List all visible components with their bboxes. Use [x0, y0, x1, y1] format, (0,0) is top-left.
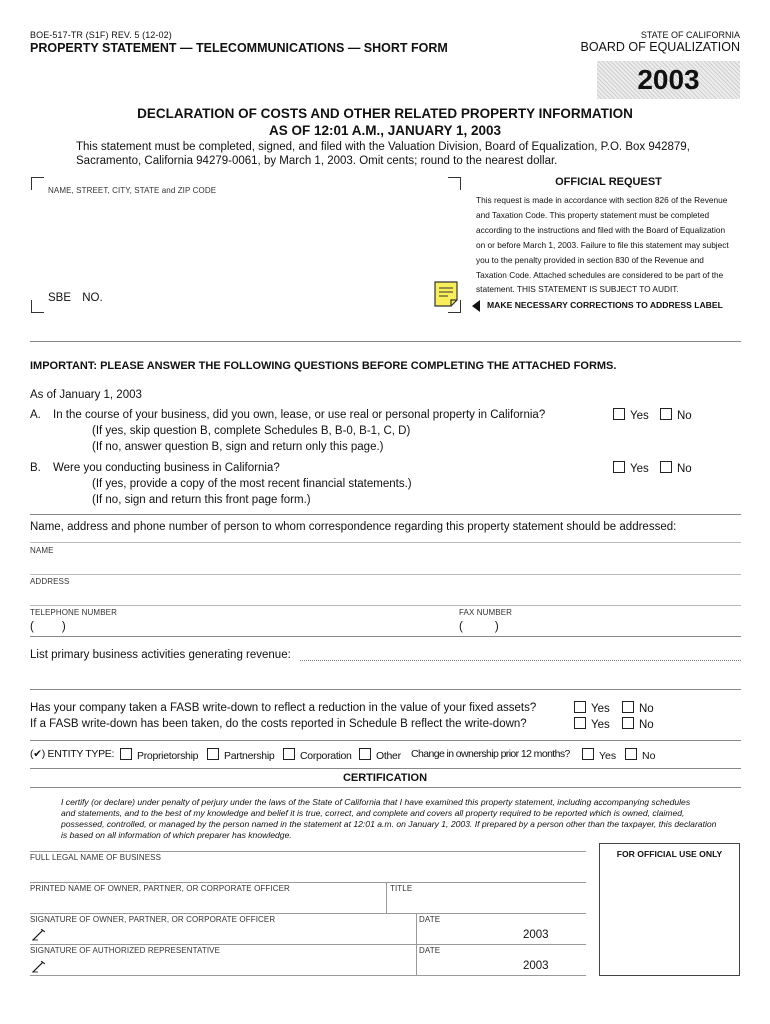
yes-label: Yes: [591, 703, 610, 715]
legal-name-label: FULL LEGAL NAME OF BUSINESS: [30, 853, 162, 862]
correspondence-heading: Name, address and phone number of person to whom correspondence regarding this property statement should be addressed:: [30, 521, 677, 533]
checkbox[interactable]: [625, 748, 637, 760]
arrow-left-icon: [471, 299, 481, 317]
paren-close: ): [61, 621, 66, 633]
checkbox[interactable]: [207, 748, 219, 760]
address-box-corner-tl: [31, 177, 44, 190]
question-b-no[interactable]: [660, 461, 692, 475]
title-field[interactable]: [390, 895, 580, 913]
fasb-2-no[interactable]: [622, 717, 654, 731]
question-a-yes[interactable]: [613, 408, 649, 422]
address-label: ADDRESS: [30, 577, 70, 586]
official-request-line: and Taxation Code. This property statement must be completed: [476, 209, 710, 220]
certification-line: possessed, controlled, or managed by the person named in the statement at 12:01 a.m. on January 1, 2003. If prepared by a person other than the taxpayer, this declaration: [61, 819, 717, 829]
no-label: No: [639, 703, 654, 715]
title-label: TITLE: [390, 884, 413, 893]
activities-label: List primary business activities generating revenue:: [30, 649, 291, 661]
important-notice: IMPORTANT: PLEASE ANSWER THE FOLLOWING QUESTIONS BEFORE COMPLETING THE ATTACHED FORMS.: [30, 360, 617, 372]
form-id: BOE-517-TR (S1F) REV. 5 (12-02): [30, 30, 172, 40]
checkbox[interactable]: [574, 717, 586, 729]
checkbox[interactable]: [660, 408, 672, 420]
name-label: NAME: [30, 546, 54, 555]
checkbox[interactable]: [582, 748, 594, 760]
fasb-2-yes[interactable]: [574, 717, 610, 731]
option-label: Partnership: [224, 750, 275, 762]
ownership-no[interactable]: [625, 748, 655, 762]
activities-field[interactable]: [300, 652, 741, 661]
fasb-1-yes[interactable]: [574, 701, 610, 715]
legal-name-field[interactable]: [30, 864, 570, 882]
date-year-owner[interactable]: 2003: [523, 929, 549, 941]
checkbox[interactable]: [283, 748, 295, 760]
certification-line: is based on all information of which preparer has knowledge.: [61, 830, 292, 840]
certification-line: and statements, and to the best of my knowledge and belief it is true, correct, and complete and covers all property required to be reported which is owned, claimed,: [61, 808, 685, 818]
signature-owner-field[interactable]: [48, 926, 410, 944]
official-request-title: OFFICIAL REQUEST: [555, 176, 662, 188]
fasb-1-no[interactable]: [622, 701, 654, 715]
paren-open: (: [459, 621, 463, 633]
telephone-label: TELEPHONE NUMBER: [30, 608, 117, 617]
official-use-box: [599, 843, 740, 976]
yes-label: Yes: [591, 719, 610, 731]
checkbox[interactable]: [622, 717, 634, 729]
as-of-date: As of January 1, 2003: [30, 389, 142, 401]
question-a-letter: A.: [30, 409, 41, 421]
fax-label: FAX NUMBER: [459, 608, 513, 617]
printed-name-label: PRINTED NAME OF OWNER, PARTNER, OR CORPORATE OFFICER: [30, 884, 290, 893]
ownership-change-label: Change in ownership prior 12 months?: [411, 748, 570, 760]
question-b-note-2: (If no, sign and return this front page form.): [92, 494, 311, 506]
signature-rep-label: SIGNATURE OF AUTHORIZED REPRESENTATIVE: [30, 946, 221, 955]
question-b-yes[interactable]: [613, 461, 649, 475]
option-label: Other: [376, 750, 401, 762]
checkbox[interactable]: [622, 701, 634, 713]
entity-corporation[interactable]: [283, 748, 352, 762]
yes-label: Yes: [630, 463, 649, 475]
address-box-corner-tr: [448, 177, 461, 190]
option-label: Proprietorship: [137, 750, 199, 762]
question-b-letter: B.: [30, 462, 41, 474]
question-a-no[interactable]: [660, 408, 692, 422]
paren-open: (: [30, 621, 34, 633]
question-a-text: In the course of your business, did you own, lease, or use real or personal property in California?: [53, 409, 546, 421]
agency-label: BOARD OF EQUALIZATION: [580, 40, 740, 54]
address-box-label: NAME, STREET, CITY, STATE and ZIP CODE: [48, 186, 217, 195]
corrections-note: MAKE NECESSARY CORRECTIONS TO ADDRESS LABEL: [487, 300, 723, 310]
printed-name-field[interactable]: [30, 895, 380, 913]
declaration-title-2: AS OF 12:01 A.M., JANUARY 1, 2003: [268, 123, 502, 138]
certification-line: I certify (or declare) under penalty of perjury under the laws of the State of California that I have examined this property statement, including accompanying schedules: [61, 797, 691, 807]
address-box-corner-bl: [31, 300, 44, 313]
sbe-label: SBE: [48, 292, 72, 304]
official-request-line: on or before March 1, 2003. Failure to file this statement may subject: [476, 239, 729, 250]
yes-label: Yes: [599, 750, 617, 762]
question-a-note-2: (If no, answer question B, sign and return only this page.): [92, 441, 384, 453]
no-label: No: [677, 410, 692, 422]
official-request-line: according to the instructions and filed with the Board of Equalization: [476, 224, 726, 235]
certification-text: [61, 797, 751, 841]
fasb-question-1: Has your company taken a FASB write-down to reflect a reduction in the value of your fixed assets?: [30, 702, 537, 714]
official-request-line: Taxation Code. Attached schedules are considered to be part of the: [476, 269, 724, 280]
fax-field[interactable]: [459, 621, 739, 633]
address-input[interactable]: [48, 292, 103, 304]
certification-title: CERTIFICATION: [342, 772, 428, 784]
instructions-line-1: This statement must be completed, signed, and filed with the Valuation Division, Board of Equalization, P.O. Box 942879,: [76, 141, 690, 153]
official-request-line: statement. THIS STATEMENT IS SUBJECT TO AUDIT.: [476, 284, 679, 295]
option-label: Corporation: [300, 750, 352, 762]
no-label: No: [677, 463, 692, 475]
form-title: PROPERTY STATEMENT — TELECOMMUNICATIONS — SHORT FORM: [30, 41, 448, 55]
declaration-title-1: DECLARATION OF COSTS AND OTHER RELATED PROPERTY INFORMATION: [137, 106, 633, 121]
signature-rep-field[interactable]: [48, 957, 410, 975]
checkbox[interactable]: [120, 748, 132, 760]
signature-owner-label: SIGNATURE OF OWNER, PARTNER, OR CORPORATE OFFICER: [30, 915, 276, 924]
checkbox[interactable]: [574, 701, 586, 713]
address-field[interactable]: [30, 587, 741, 605]
ownership-yes[interactable]: [582, 748, 616, 762]
year-text: 2003: [637, 64, 700, 95]
checkbox[interactable]: [660, 461, 672, 473]
no-label: No: [642, 750, 656, 762]
official-use-label: FOR OFFICIAL USE ONLY: [616, 849, 723, 859]
no-label: No: [639, 719, 654, 731]
official-request-line: This request is made in accordance with section 826 of the Revenue: [476, 195, 728, 205]
paren-close: ): [494, 621, 499, 633]
entity-type-label: (✔) ENTITY TYPE:: [30, 748, 115, 760]
entity-partnership[interactable]: [207, 748, 274, 762]
entity-proprietorship[interactable]: [120, 748, 198, 762]
year-badge: [597, 61, 740, 99]
checkbox[interactable]: [613, 461, 625, 473]
official-request-line: you to the penalty provided in section 830 of the Revenue and: [476, 254, 704, 265]
no-label: NO.: [82, 292, 103, 304]
date-label: DATE: [419, 915, 441, 924]
sticky-note-icon: [434, 281, 458, 312]
question-b-note-1: (If yes, provide a copy of the most recent financial statements.): [92, 478, 412, 490]
name-field[interactable]: [30, 556, 741, 574]
date-label: DATE: [419, 946, 441, 955]
checkbox[interactable]: [359, 748, 371, 760]
fasb-question-2: If a FASB write-down has been taken, do the costs reported in Schedule B reflect the write-down?: [30, 718, 527, 730]
state-label: STATE OF CALIFORNIA: [640, 30, 740, 40]
instructions-line-2: Sacramento, California 94279-0061, by March 1, 2003. Omit cents; round to the nearest dollar.: [76, 155, 558, 167]
question-b-text: Were you conducting business in California?: [53, 462, 280, 474]
telephone-field[interactable]: [30, 621, 430, 633]
date-year-rep[interactable]: 2003: [523, 960, 549, 972]
official-request-text: [476, 193, 744, 297]
entity-other[interactable]: [359, 748, 401, 762]
question-a-note-1: (If yes, skip question B, complete Schedules B, B-0, B-1, C, D): [92, 425, 411, 437]
checkbox[interactable]: [613, 408, 625, 420]
yes-label: Yes: [630, 410, 649, 422]
